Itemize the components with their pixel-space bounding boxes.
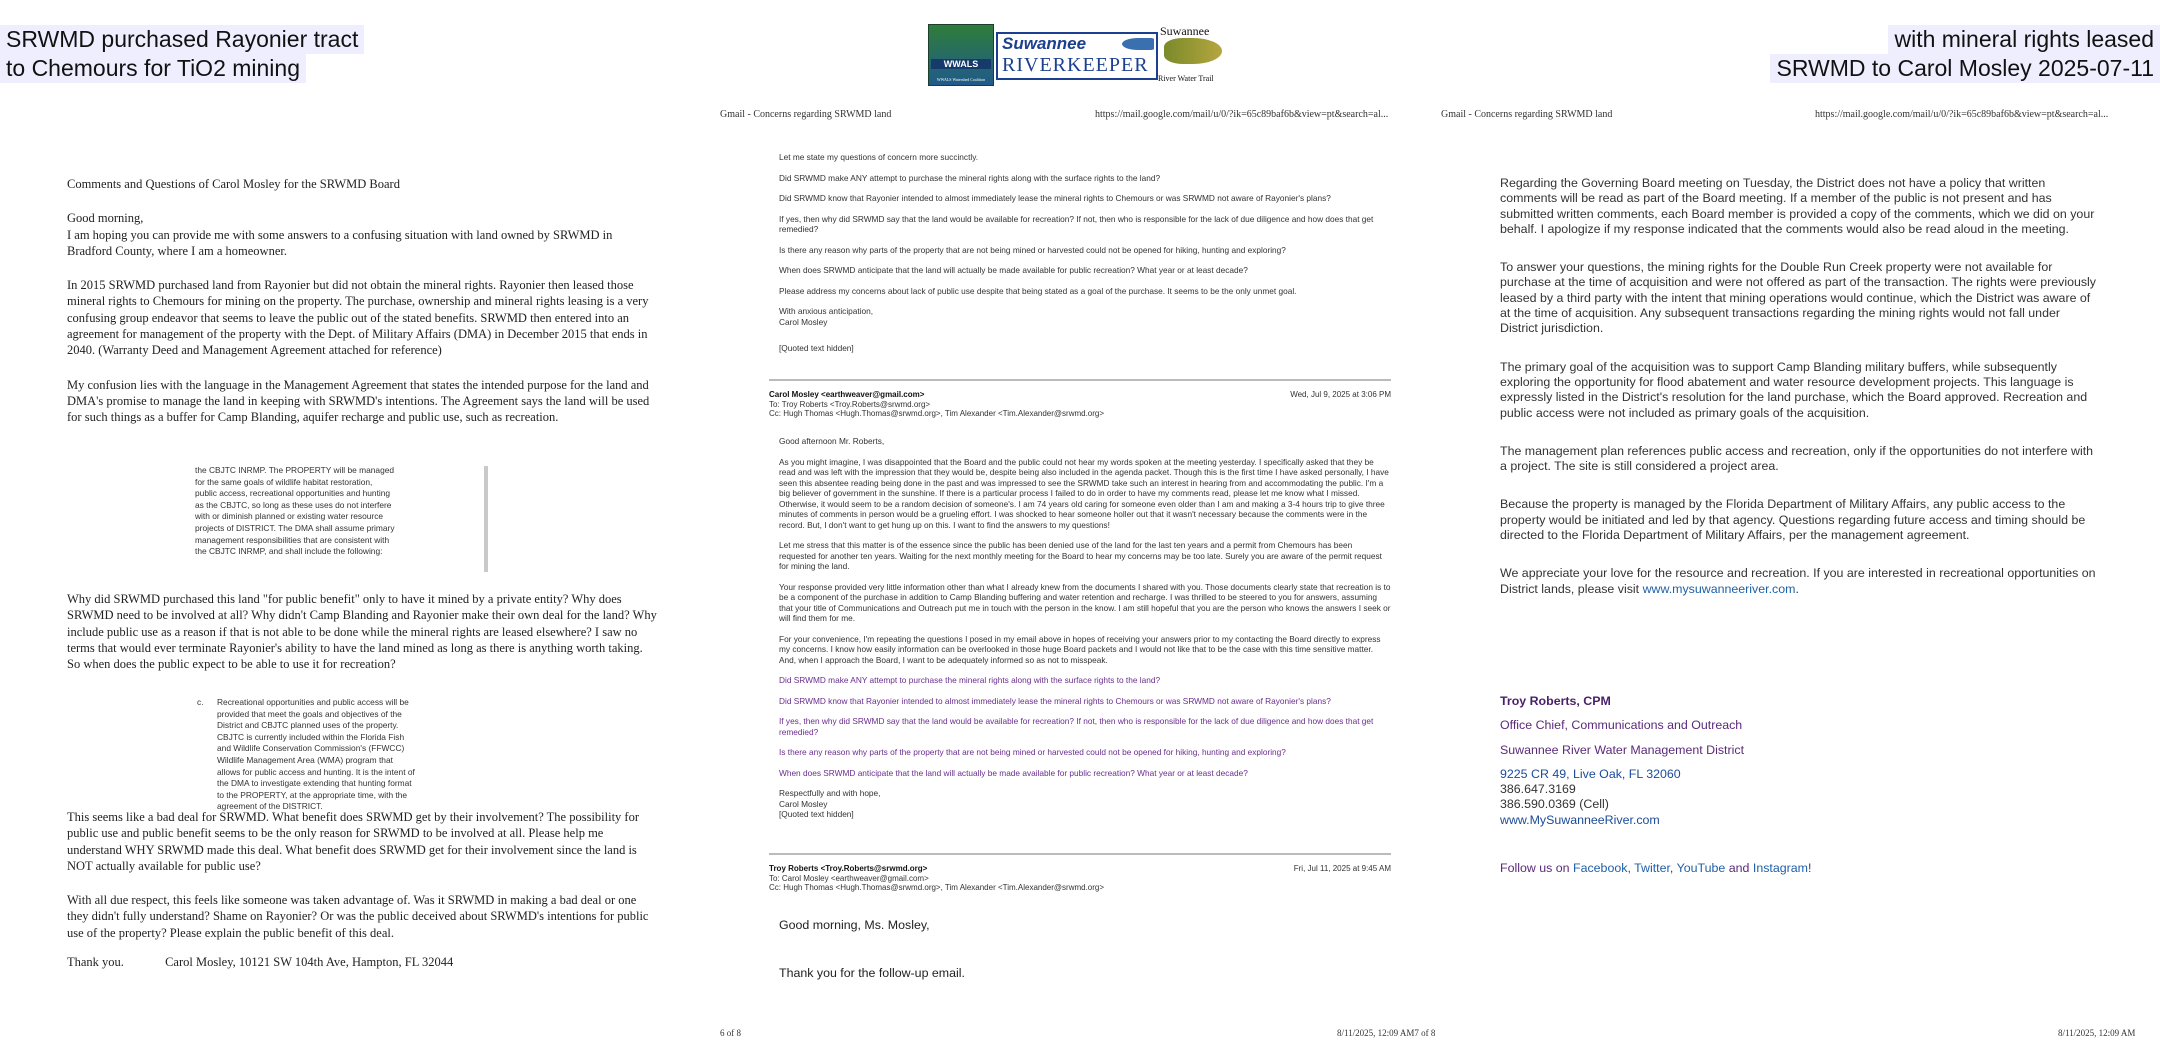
msg2-to: To: Troy Roberts <Troy.Roberts@srwmd.org> xyxy=(769,399,931,409)
bass-icon xyxy=(1164,38,1222,64)
reply-paragraph-4: The management plan references public access and recreation, only if the opportunities do not interfere with a project. The site is still considered a project area. xyxy=(1500,443,2094,474)
page-header-title-right: Gmail - Concerns regarding SRWMD land xyxy=(1441,109,1613,120)
email-question-4: Is there any reason why parts of the property that are not being mined or harvested could not be opened for hiking, hunting and exploring? xyxy=(779,244,1286,255)
wwals-logo-text: WWALS xyxy=(931,59,991,69)
msg2-date: Wed, Jul 9, 2025 at 3:06 PM xyxy=(1290,390,1391,399)
page-header-url-right: https://mail.google.com/mail/u/0/?ik=65c89baf6b&view=pt&search=al... xyxy=(1815,109,2109,120)
letter-signature: Carol Mosley, 10121 SW 104th Ave, Hampton, FL 32044 xyxy=(165,955,454,969)
msg2-from: Carol Mosley <earthweaver@gmail.com> xyxy=(769,390,925,399)
msg2-closing: Respectfully and with hope, xyxy=(779,788,881,798)
logo-strip xyxy=(928,24,1228,86)
message-divider xyxy=(769,853,1391,855)
email-name-1: Carol Mosley xyxy=(779,316,828,327)
instagram-link[interactable]: Instagram xyxy=(1752,861,1808,875)
signature-address-link[interactable]: 9225 CR 49, Live Oak, FL 32060 xyxy=(1500,766,1681,781)
signature-cell: 386.590.0369 (Cell) xyxy=(1500,797,1609,812)
caption-left xyxy=(0,25,364,83)
msg3-thanks: Thank you for the follow-up email. xyxy=(779,966,965,980)
email-signature xyxy=(1500,694,1744,828)
letter-title: Comments and Questions of Carol Mosley for the SRWMD Board xyxy=(67,177,400,191)
reply-paragraph-3: The primary goal of the acquisition was to support Camp Blanding military buffers, while subsequently exploring the opportunity for flood abatement and water resource development projects. This language is expressly listed in the District's resolution for the land purchase, which the Board approved. Recreation and public access were not included as primary goals of the acquisition. xyxy=(1500,359,2088,420)
follow-prefix: Follow us on xyxy=(1500,861,1570,875)
letter-paragraph-2: My confusion lies with the language in the Management Agreement that states the intended purpose for the land and DMA's promise to manage the land in keeping with SRWMD's intentions. The Agreement says the land will be used for such things as a buffer for Camp Blanding, aquifer recharge and public use, such as recreation. xyxy=(67,377,650,425)
water-trail-logo xyxy=(1158,24,1228,86)
riverkeeper-logo-line1: Suwannee xyxy=(1002,34,1087,53)
page-footer-7: 8/11/2025, 12:09 AM7 of 8 xyxy=(1337,1028,1436,1038)
agreement-excerpt-2 xyxy=(197,697,417,813)
page-header-url-left: https://mail.google.com/mail/u/0/?ik=65c89baf6b&view=pt&search=al... xyxy=(1095,109,1389,120)
msg3-cc: Cc: Hugh Thomas <Hugh.Thomas@srwmd.org>, Tim Alexander <Tim.Alexander@srwmd.org> xyxy=(769,883,1105,892)
msg2-question-5: When does SRWMD anticipate that the land will actually be made available for public recreation? What year or at least decade? xyxy=(779,767,1248,778)
letter-thanks: Thank you. xyxy=(67,955,124,969)
msg2-paragraph-1: As you might imagine, I was disappointed that the Board and the public could not hear my words spoken at the meeting yesterday. I specifically asked that they be read and was left with the impression that they would be, despite being also included in the agenda packet. Though this is the first time I have asked personally, I have seen this absentee reading being done in the past and was impressed to see the SRWMD take such an interest in hearing from and accommodating the public. I'm a big believer of government in the sunshine. If there is a particular process I failed to do in order to have my comments read, please let me know what I missed. Otherwise, it would seem to be a random decision of someone's. I am 74 years old caring for someone even older than I am and making a 3-4 hours trip to give three minutes of comments in person would be a grueling effort. I was shocked to hear someone holler out that it wasn't necessary because the comments were in the record. But, I don't want to get hung up on this. I want to find the answers to my questions! xyxy=(779,456,1389,530)
roberts-reply xyxy=(1500,176,2100,620)
fish-icon xyxy=(1122,38,1154,50)
msg2-question-4: Is there any reason why parts of the property that are not being mined or harvested could not be opened for hiking, hunting and exploring? xyxy=(779,747,1286,757)
social-follow-line: Follow us on Facebook, Twitter, YouTube and Instagram! xyxy=(1500,861,1812,875)
water-trail-logo-line1: Suwannee xyxy=(1160,24,1210,38)
excerpt-divider xyxy=(484,466,488,572)
page-footer-6: 6 of 8 xyxy=(720,1028,741,1038)
msg2-question-1: Did SRWMD make ANY attempt to purchase the mineral rights along with the surface rights to the land? xyxy=(779,675,1161,685)
msg2-greeting: Good afternoon Mr. Roberts, xyxy=(779,436,885,446)
mosley-letter-continued xyxy=(67,809,657,950)
wwals-logo xyxy=(928,24,994,86)
caption-left-line2: to Chemours for TiO2 mining xyxy=(0,54,306,83)
caption-right-line2: SRWMD to Carol Mosley 2025-07-11 xyxy=(1770,54,2160,83)
reply-paragraph-2: To answer your questions, the mining rights for the Double Run Creek property were not available for purchase at the time of acquisition and were not offered as part of the transaction. The rights were previously leased by a third party with the intent that mining operations would continue, which the District was aware of at the time of acquisition. Any subsequent transactions regarding the mining rights would not fall under District jurisdiction. xyxy=(1500,260,2097,336)
caption-left-line1: SRWMD purchased Rayonier tract xyxy=(0,25,364,54)
reply-paragraph-5: Because the property is managed by the Florida Department of Military Affairs, any public access to the property would be initiated and led by that agency. Questions regarding future access and timing should be directed to the Florida Department of Military Affairs, per the management agreement. xyxy=(1500,497,2086,543)
message-header-2 xyxy=(769,390,1391,419)
reply-paragraph-1: Regarding the Governing Board meeting on Tuesday, the District does not have a policy that written comments will be read as part of the Board meeting. If a member of the public is not present and has submitted written comments, each Board member is provided a copy of the comments, which we did on your behalf. I apologize if my response indicated that the comments would also be read aloud in the meeting. xyxy=(1500,176,2095,236)
riverkeeper-logo-line2: RIVERKEEPER xyxy=(1002,54,1149,76)
email-question-1: Did SRWMD make ANY attempt to purchase the mineral rights along with the surface rights to the land? xyxy=(779,172,1161,183)
reply-paragraph-6: We appreciate your love for the resource and recreation. If you are interested in recreational opportunities on District lands, please visit www.mysuwanneeriver.com. xyxy=(1500,566,2096,596)
email-closing-1: With anxious anticipation, xyxy=(779,306,874,316)
email-question-5: When does SRWMD anticipate that the land will actually be made available for public recreation? What year or at least decade? xyxy=(779,265,1248,275)
agreement-excerpt-1: the CBJTC INRMP. The PROPERTY will be managed for the same goals of wildlife habitat restoration, public access, recreational opportunities and hunting as the CBJTC, so long as these uses do not interfere with or diminish planned or existing water resource projects of DISTRICT. The DMA shall assume primary management responsibilities that are consistent with the CBJTC INRMP, and shall include the following: xyxy=(195,465,395,557)
msg2-paragraph-4: For your convenience, I'm repeating the questions I posed in my email above in hopes of receiving your answers prior to my contacting the Board directly to express my concerns. I know how easily information can be overlooked in those huge Board packets and I would not like that to be the case with this time sensitive matter. And, when I approach the Board, I want to be adequately informed so as not to misspeak. xyxy=(779,633,1381,665)
twitter-link[interactable]: Twitter xyxy=(1634,861,1670,875)
follow-and: and xyxy=(1728,861,1750,875)
caption-right xyxy=(1770,25,2160,83)
message-divider xyxy=(769,379,1391,381)
email-question-3: If yes, then why did SRWMD say that the land would be available for recreation? If not, then who is responsible for the lack of due diligence and how does that get remedied? xyxy=(779,213,1374,234)
mysuwanneeriver-link[interactable]: www.mysuwanneeriver.com xyxy=(1642,581,1796,596)
letter-paragraph-1: In 2015 SRWMD purchased land from Rayonier but did not obtain the mineral rights. Rayonier then leased those mineral rights to Chemours for mining on the property. The purchase, ownership and mineral rights leasing is a very confusing group endeavor that seems to leave the public out of the stated benefits. SRWMD then entered into an agreement for management of the property with the Dept. of Military Affairs (DMA) in December 2015 that ends in 2040. (Warranty Deed and Management Agreement attached for reference) xyxy=(67,278,649,358)
msg2-question-3: If yes, then why did SRWMD say that the land would be available for recreation? If not, then who is responsible for the lack of due diligence and how does that get remedied? xyxy=(779,716,1374,737)
email-intro: Let me state my questions of concern more succinctly. xyxy=(779,152,979,162)
youtube-link[interactable]: YouTube xyxy=(1676,861,1726,875)
signature-name: Troy Roberts, CPM xyxy=(1500,694,1611,708)
msg2-paragraph-3: Your response provided very little information other than what I already knew from the documents I shared with you. Those documents clearly state that recreation is to be a component of the purchase in addition to Camp Blanding buffering and water retention and recharge. I was thrilled to be steered to you for answers, assuming that your title of Communications and Outreach put me in touch with the person in the know. I am still hopeful that you are the person who knows the answers I seek or will find them for me. xyxy=(779,581,1391,623)
msg3-to: To: Carol Mosley <earthweaver@gmail.com> xyxy=(769,873,929,883)
facebook-link[interactable]: Facebook xyxy=(1573,861,1628,875)
signature-website-link[interactable]: www.MySuwanneeRiver.com xyxy=(1500,812,1660,827)
msg3-date: Fri, Jul 11, 2025 at 9:45 AM xyxy=(1293,864,1391,873)
caption-right-line1: with mineral rights leased xyxy=(1888,25,2160,54)
letter-paragraph-3: Why did SRWMD purchased this land "for public benefit" only to have it mined by a private entity? Why does SRWMD need to be involved at all? Why didn't Camp Blanding and Rayonier make their own deal for the land? Why include public use as a reason if that is not able to be done while the mineral rights are leased elsewhere? I saw no terms that would ever terminate Rayonier's ability to have the land mined as long as there is anything worth taking. So when does the public expect to be able to use it for recreation? xyxy=(67,592,657,672)
email-question-6: Please address my concerns about lack of public use despite that being stated as a goal of the purchase. It seems to be the only unmet goal. xyxy=(779,285,1297,296)
signature-phone: 386.647.3169 xyxy=(1500,782,1576,797)
signature-title: Office Chief, Communications and Outreach xyxy=(1500,718,1743,733)
riverkeeper-logo xyxy=(996,32,1158,80)
reply-paragraph-6-text: We appreciate your love for the resource and recreation. If you are interested in recreational opportunities on District lands, please visit xyxy=(1500,566,2096,596)
email-questions-block xyxy=(779,152,1391,354)
msg3-from: Troy Roberts <Troy.Roberts@srwmd.org> xyxy=(769,864,928,873)
quoted-text-hidden-1[interactable]: [Quoted text hidden] xyxy=(779,343,854,353)
quoted-text-hidden-2[interactable]: [Quoted text hidden] xyxy=(779,809,854,819)
letter-signoff xyxy=(67,955,453,970)
email-question-2: Did SRWMD know that Rayonier intended to almost immediately lease the mineral rights to Chemours or was SRWMD not aware of Rayonier's plans? xyxy=(779,193,1331,203)
letter-paragraph-4: This seems like a bad deal for SRWMD. What benefit does SRWMD get by their involvement? The possibility for public use and public benefit seems to be the only reason for SRWMD to be involved at all. Please help me understand WHY SRWMD made this deal. What benefit does SRWMD get for their involvement since the land is NOT actually available for public use? xyxy=(67,810,640,873)
excerpt-2-text: Recreational opportunities and public access will be provided that meet the goals and objectives of the District and CBJTC planned uses of the property. CBJTC is currently included within the Florida Fish and Wildlife Conservation Commission's (FFWCC) Wildlife Management Area (WMA) program that allows for public access and hunting. It is the intent of the DMA to investigate extending that hunting format to the PROPERTY, at the appropriate time, with the agreement of the DISTRICT. xyxy=(217,697,415,812)
letter-paragraph-5: With all due respect, this feels like someone was taken advantage of. Was it SRWMD in making a bad deal or one they didn't fully understand? Shame on Rayonier? Or was the public deceived about SRWMD's intentions for public use of the property? Please explain the public benefit of this deal. xyxy=(67,893,649,940)
wwals-logo-subtext: WWALS Watershed Coalition xyxy=(936,77,986,82)
msg2-cc: Cc: Hugh Thomas <Hugh.Thomas@srwmd.org>, Tim Alexander <Tim.Alexander@srwmd.org> xyxy=(769,409,1105,418)
signature-organization: Suwannee River Water Management District xyxy=(1500,742,1745,757)
msg2-question-2: Did SRWMD know that Rayonier intended to almost immediately lease the mineral rights to Chemours or was SRWMD not aware of Rayonier's plans? xyxy=(779,695,1331,706)
excerpt-label: c. xyxy=(197,697,204,707)
msg2-paragraph-2: Let me stress that this matter is of the essence since the public has been denied use of the land for the last ten years and a permit from Chemours has been requested for another ten years. Waiting for the next monthly meeting for the Board to hear my concerns may be too late. Surely you are aware of the permit request for mining the land. xyxy=(779,540,1382,571)
msg2-name: Carol Mosley xyxy=(779,798,828,809)
mosley-letter xyxy=(67,176,657,435)
msg3-greeting: Good morning, Ms. Mosley, xyxy=(779,918,930,932)
message-header-3 xyxy=(769,864,1391,893)
letter-greeting: Good morning, xyxy=(67,211,144,226)
message-body-2 xyxy=(779,436,1391,820)
water-trail-logo-line2: River Water Trail xyxy=(1158,74,1214,83)
letter-intro: I am hoping you can provide me with some answers to a confusing situation with land owned by SRWMD in Bradford County, where I am a homeowner. xyxy=(67,227,613,258)
page-footer-8: 8/11/2025, 12:09 AM xyxy=(2058,1028,2136,1038)
page-header-title-left: Gmail - Concerns regarding SRWMD land xyxy=(720,109,892,120)
